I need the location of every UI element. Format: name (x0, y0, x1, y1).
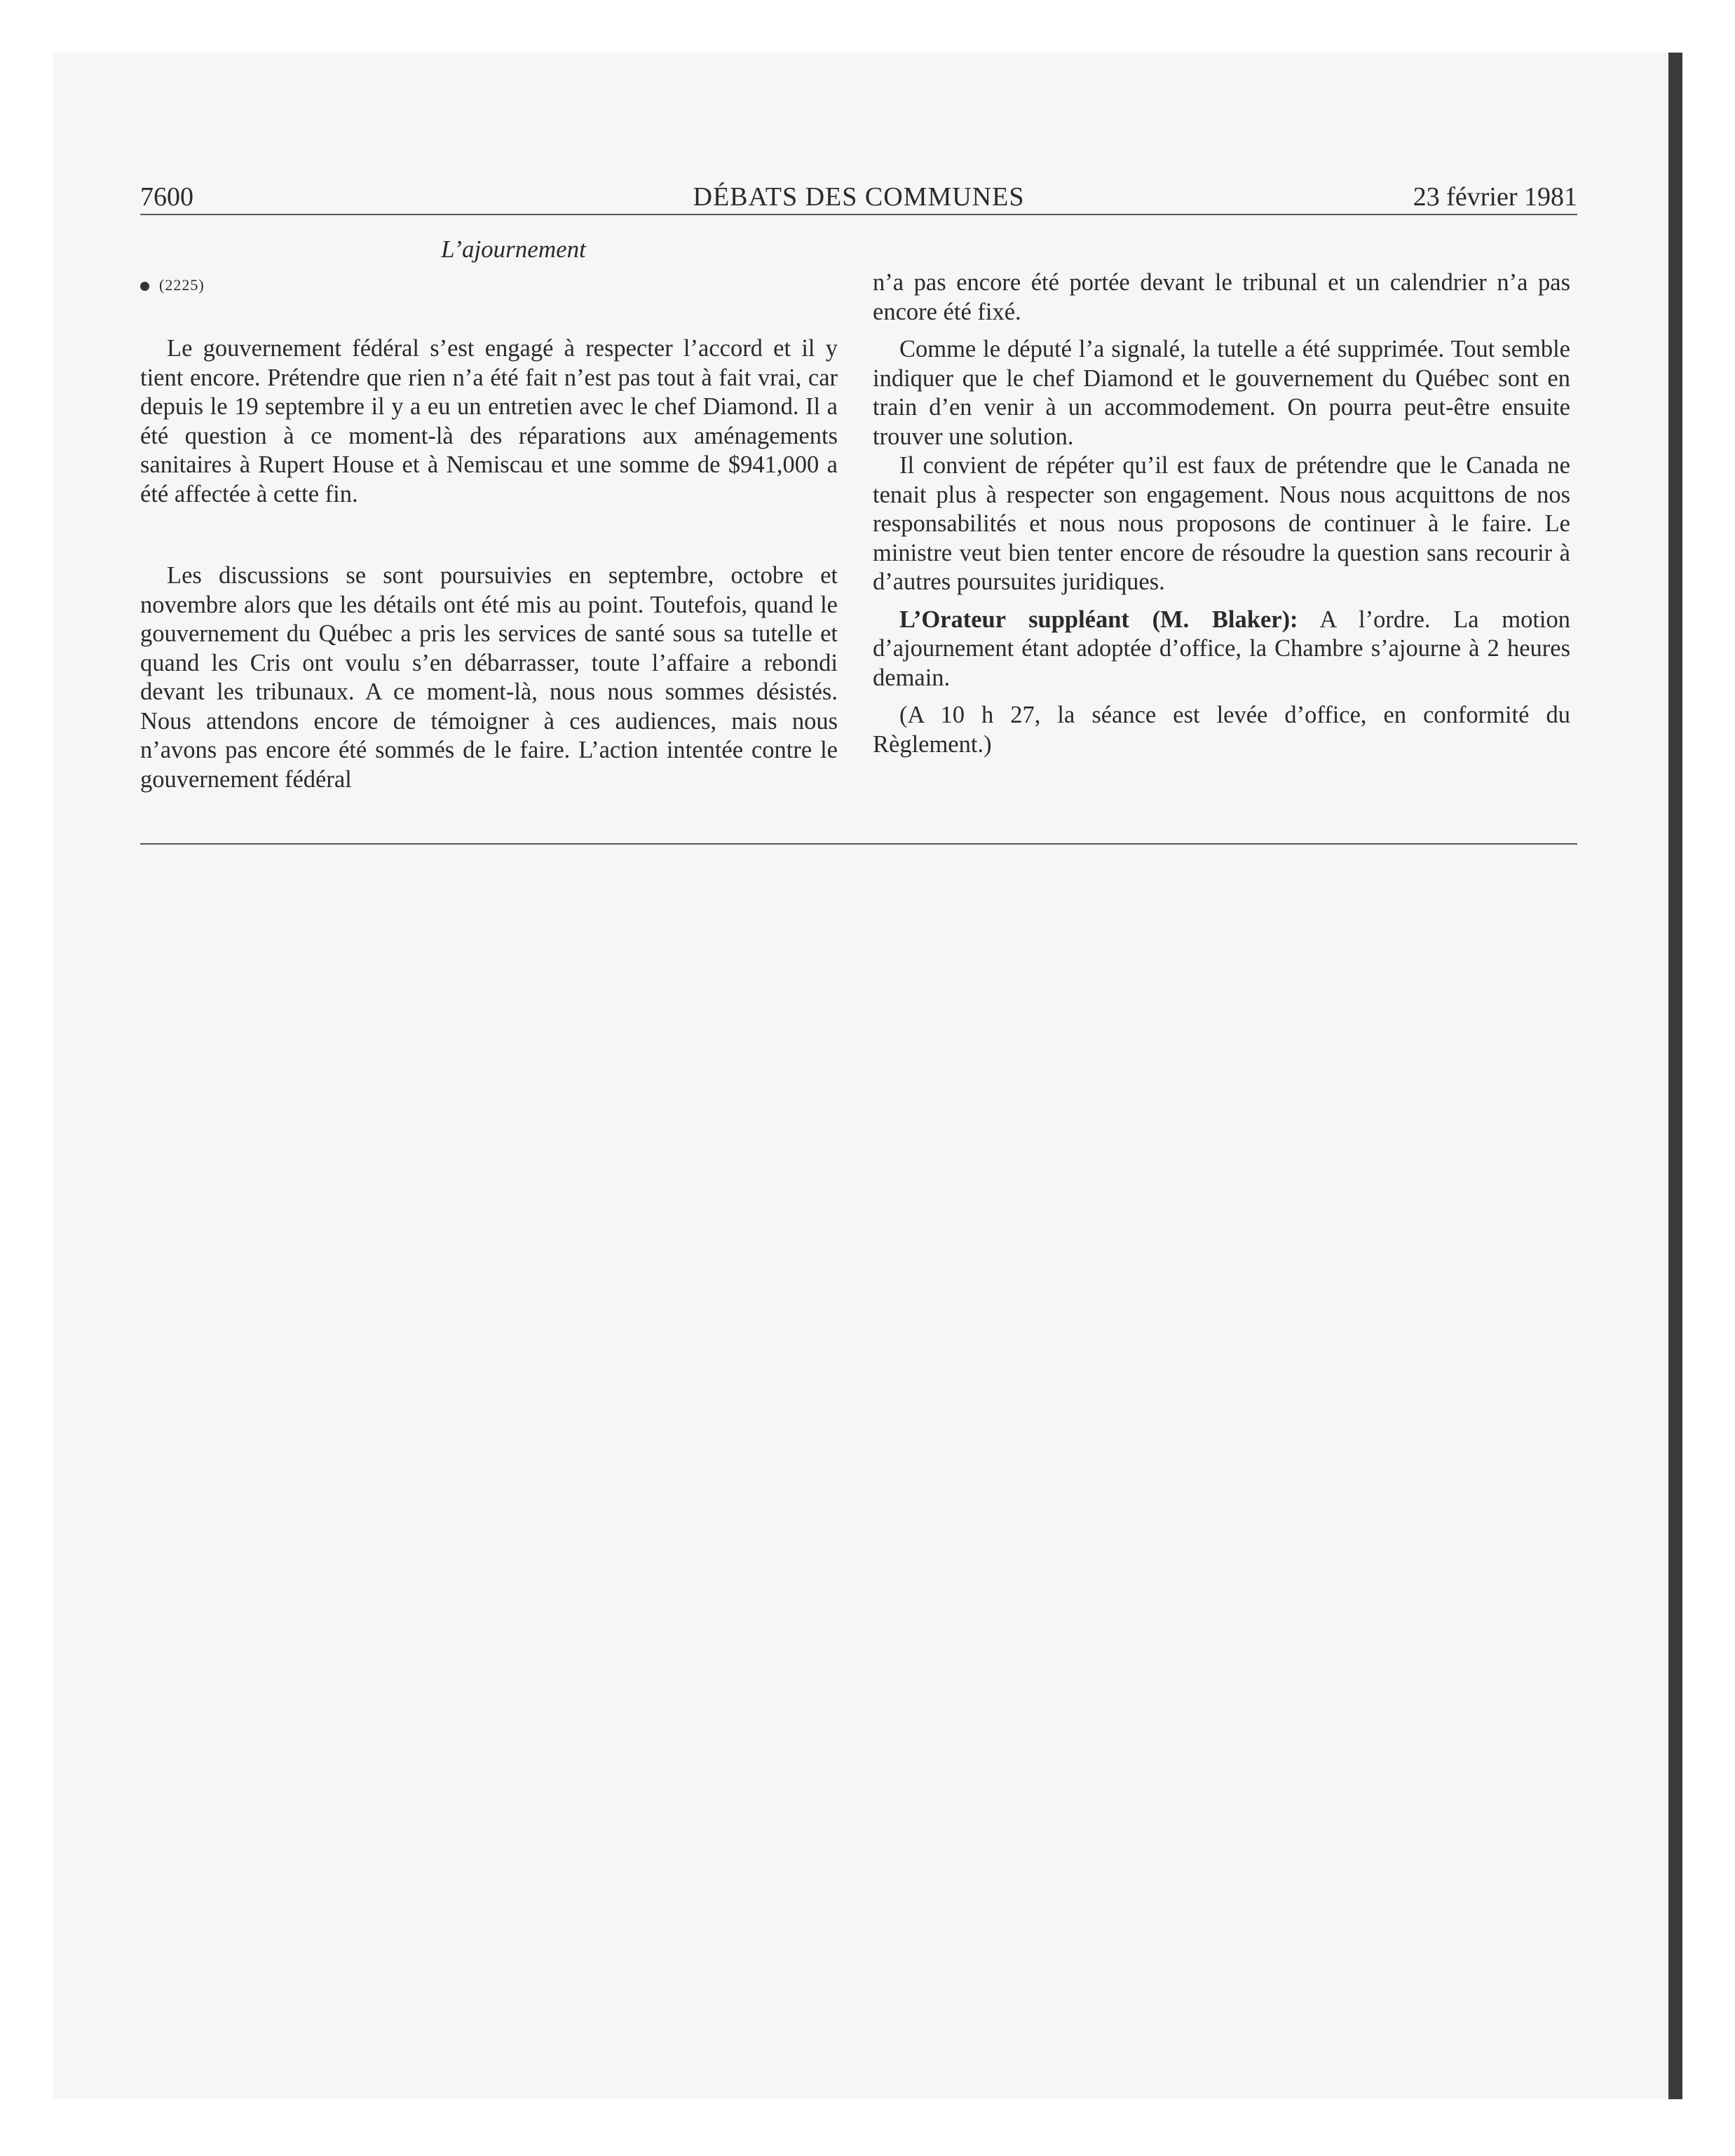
paragraph: Comme le député l’a signalé, la tutelle a été supprimée. Tout semble indiquer que le chef Diamond et le gouvernement du Québec sont en train d’en venir à un accommodement. On pourra peut-être ensuite trouver une solution. (873, 336, 1570, 450)
page-edge-shadow (1668, 53, 1682, 2099)
right-column (873, 268, 1570, 759)
bullet-icon (140, 282, 149, 291)
paragraph-continuation: n’a pas encore été portée devant le tribunal et un calendrier n’a pas encore été fixé. (873, 269, 1570, 325)
page-date: 23 février 1981 (1413, 182, 1577, 212)
footer-rule (140, 843, 1577, 845)
time-marker (140, 271, 838, 299)
paragraph: Il convient de répéter qu’il est faux de prétendre que le Canada ne tenait plus à respecter son engagement. Nous nous acquittons de nos responsabilités et nous nous proposons de continuer à le faire. Le ministre veut bien tenter encore de résoudre la question sans recourir à d’autres poursuites juridiques. (873, 452, 1570, 595)
speaker-name: L’Orateur suppléant (M. Blaker): (899, 606, 1298, 633)
section-title: L’ajournement (441, 236, 586, 263)
closing-note: (A 10 h 27, la séance est levée d’office, en conformité du Règlement.) (873, 702, 1570, 758)
speaker-text: A l’ordre. La motion d’ajournement étant adoptée d’office, la Chambre s’ajourne à 2 heures demain. (873, 606, 1570, 691)
page-header (140, 181, 1577, 213)
publication-title: DÉBATS DES COMMUNES (693, 182, 1025, 212)
paragraph: Le gouvernement fédéral s’est engagé à respecter l’accord et il y tient encore. Prétendre que rien n’a été fait n’est pas tout à fait vrai, car depuis le 19 septembre il y a eu un entretien avec le chef Diamond. Il a été question à ce moment-là des réparations aux aménagements sanitaires à Rupert House et à Nemiscau et une somme de $941,000 a été affectée à cette fin. (140, 335, 838, 507)
time-marker-text: (2225) (159, 276, 205, 294)
speaker-paragraph (873, 606, 1570, 693)
page-number: 7600 (140, 182, 193, 212)
paragraph: Les discussions se sont poursuivies en septembre, octobre et novembre alors que les détails ont été mis au point. Toutefois, quand le gouvernement du Québec a pris les services de santé sous sa tutelle et quand les Cris ont voulu s’en débarrasser, toute l’affaire a rebondi devant les tribunaux. A ce moment-là, nous nous sommes désistés. Nous attendons encore de témoigner à ces audiences, mais nous n’avons pas encore été sommés de le faire. L’action intentée contre le gouvernement fédéral (140, 562, 838, 793)
header-rule (140, 214, 1577, 215)
left-column (140, 235, 838, 794)
